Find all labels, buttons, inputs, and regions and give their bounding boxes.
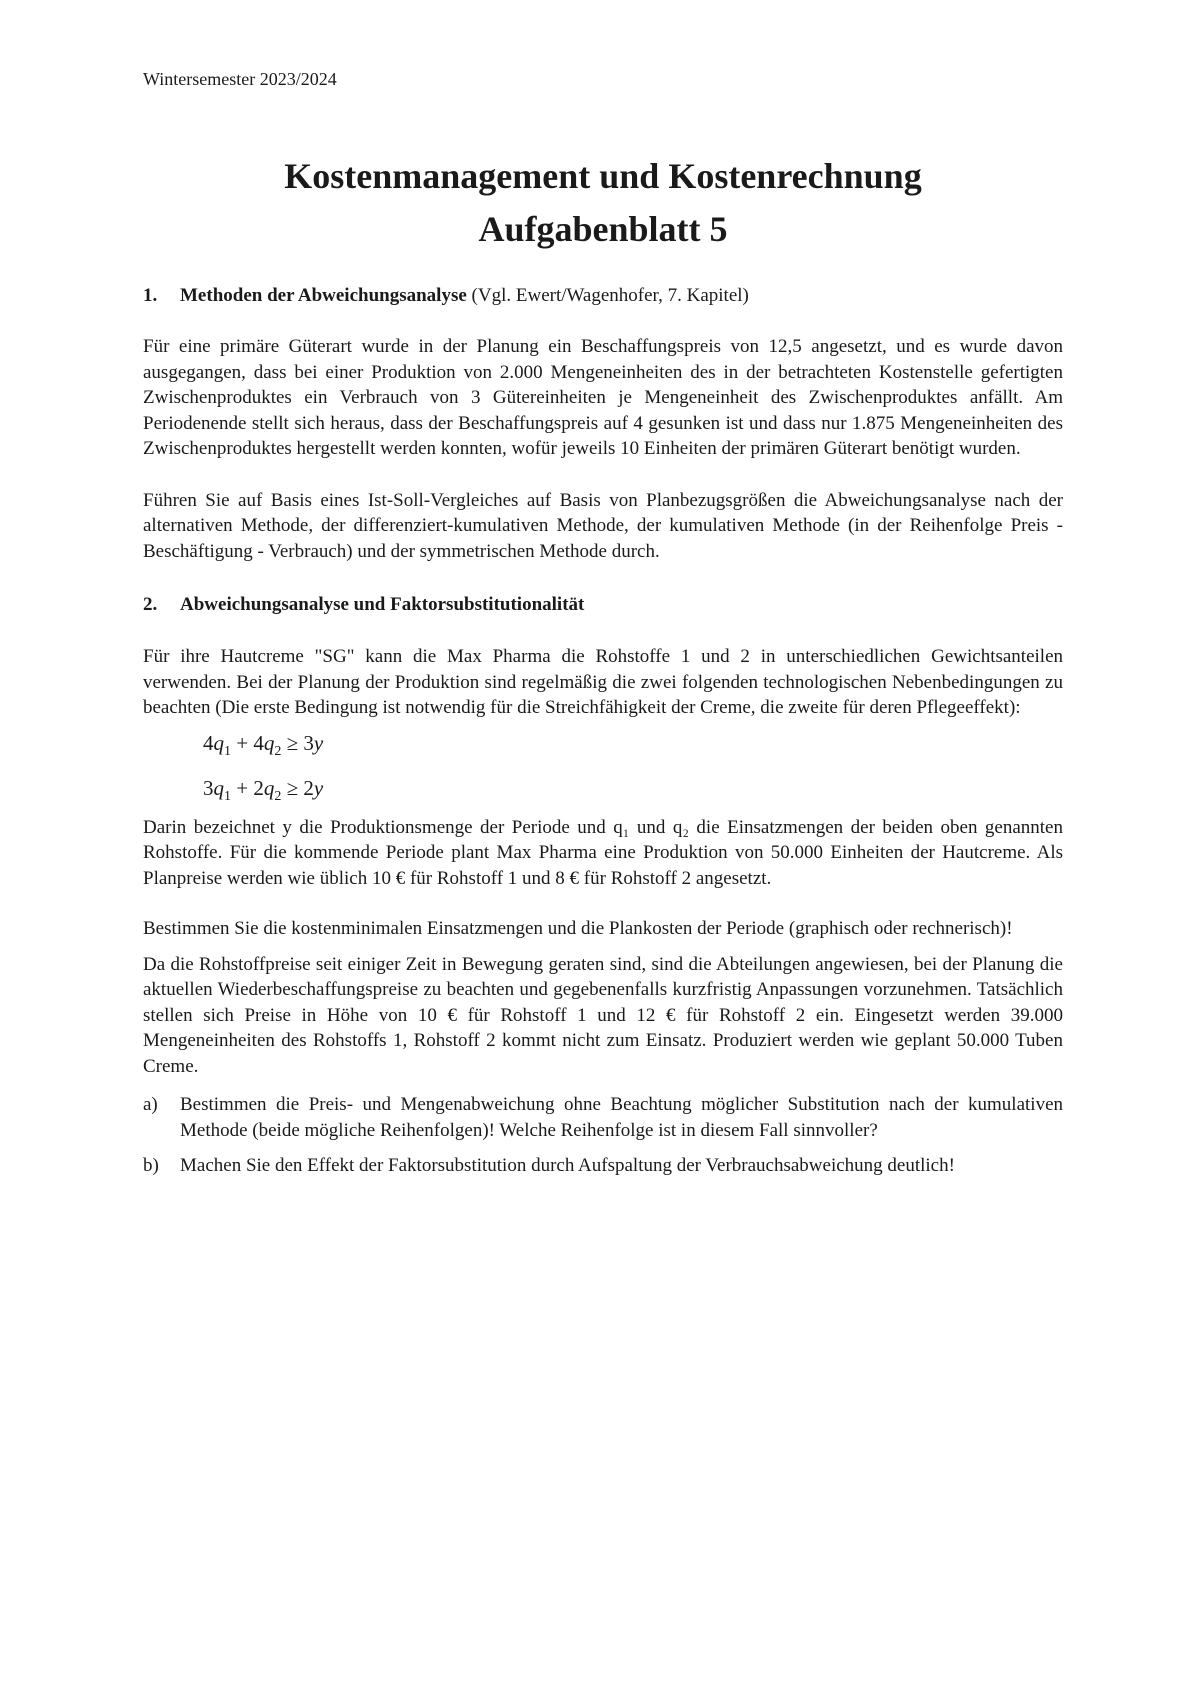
document-title: Kostenmanagement und Kostenrechnung	[284, 156, 922, 196]
task-b-marker: b)	[143, 1155, 159, 1177]
task-a-marker: a)	[143, 1094, 158, 1116]
semester-header: Wintersemester 2023/2024	[143, 69, 337, 89]
constraint-formula-1: $4q_1 + 4q_2 \ge 3y$	[203, 730, 324, 759]
section-2-title: Abweichungsanalyse und Faktorsubstitutionalität	[180, 594, 585, 615]
section-2-paragraph-3: Bestimmen Sie die kostenminimalen Einsatzmengen und die Plankosten der Periode (graphisch oder rechnerisch)!	[143, 918, 1013, 940]
document-subtitle: Aufgabenblatt 5	[478, 209, 728, 249]
section-1-paragraph-1: Für eine primäre Güterart wurde in der Planung ein Beschaffungspreis von 12,5 angesetzt, und es wurde davon ausgegangen, dass bei einer Produktion von 2.000 Mengeneinheiten des in der betrachteten Kostenstelle gefertigten Zwischenproduktes ein Verbrauch von 3 Gütereinheiten je Mengeneinheit des Zwischenproduktes anfällt. Am Periodenende stellt sich heraus, dass der Beschaffungspreis auf 4 gesunken ist und dass nur 1.875 Mengeneinheiten des Zwischenproduktes hergestellt werden konnten, wofür jeweils 10 Einheiten der primären Güterart benötigt wurden.	[143, 336, 1063, 459]
section-2-paragraph-1: Für ihre Hautcreme "SG" kann die Max Pharma die Rohstoffe 1 und 2 in unterschiedlichen Gewichtsanteilen verwenden. Bei der Planung der Produktion sind regelmäßig die zwei folgenden technologischen Nebenbedingungen zu beachten (Die erste Bedingung ist notwendig für die Streichfähigkeit der Creme, die zweite für deren Pflegeeffekt):	[143, 646, 1063, 718]
section-2-paragraph-4: Da die Rohstoffpreise seit einiger Zeit in Bewegung geraten sind, sind die Abteilungen angewiesen, bei der Planung die aktuellen Wiederbeschaffungspreise zu beachten und gegebenenfalls kurzfristig Anpassungen vorzunehmen. Tatsächlich stellen sich Preise in Höhe von 10 € für Rohstoff 1 und 12 € für Rohstoff 2 ein. Eingesetzt werden 39.000 Mengeneinheiten des Rohstoffs 1, Rohstoff 2 kommt nicht zum Einsatz. Produziert werden wie geplant 50.000 Tuben Creme.	[143, 953, 1063, 1077]
constraint-formula-2: $3q_1 + 2q_2 \ge 2y$	[203, 775, 324, 804]
task-a	[143, 1092, 1063, 1143]
section-1-heading	[143, 284, 1063, 308]
section-1-reference: (Vgl. Ewert/Wagenhofer, 7. Kapitel)	[466, 285, 749, 306]
document-page	[143, 68, 1063, 1179]
task-b-text: Machen Sie den Effekt der Faktorsubstitution durch Aufspaltung der Verbrauchsabweichung deutlich!	[180, 1155, 955, 1177]
task-a-text: Bestimmen die Preis- und Mengenabweichung ohne Beachtung möglicher Substitution nach der kumulativen Methode (beide mögliche Reihenfolgen)! Welche Reihenfolge ist in diesem Fall sinnvoller?	[180, 1094, 1063, 1141]
section-2-heading	[143, 593, 1063, 617]
section-1-number: 1.	[143, 285, 158, 306]
task-b	[143, 1153, 1063, 1179]
section-2-paragraph-2: Darin bezeichnet y die Produktionsmenge der Periode und q₁ und q₂ die Einsatzmengen der beiden oben genannten Rohstoffe. Für die kommende Periode plant Max Pharma eine Produktion von 50.000 Einheiten der Hautcreme. Als Planpreise werden wie üblich 10 € für Rohstoff 1 und 8 € für Rohstoff 2 angesetzt.	[143, 816, 1063, 889]
section-1-title: Methoden der Abweichungsanalyse	[180, 285, 467, 306]
section-1-paragraph-2: Führen Sie auf Basis eines Ist-Soll-Vergleiches auf Basis von Planbezugsgrößen die Abweichungsanalyse nach der alternativen Methode, der differenziert-kumulativen Methode, der kumulativen Methode (in der Reihenfolge Preis - Beschäftigung - Verbrauch) und der symmetrischen Methode durch.	[143, 489, 1063, 562]
section-2-number: 2.	[143, 594, 158, 615]
